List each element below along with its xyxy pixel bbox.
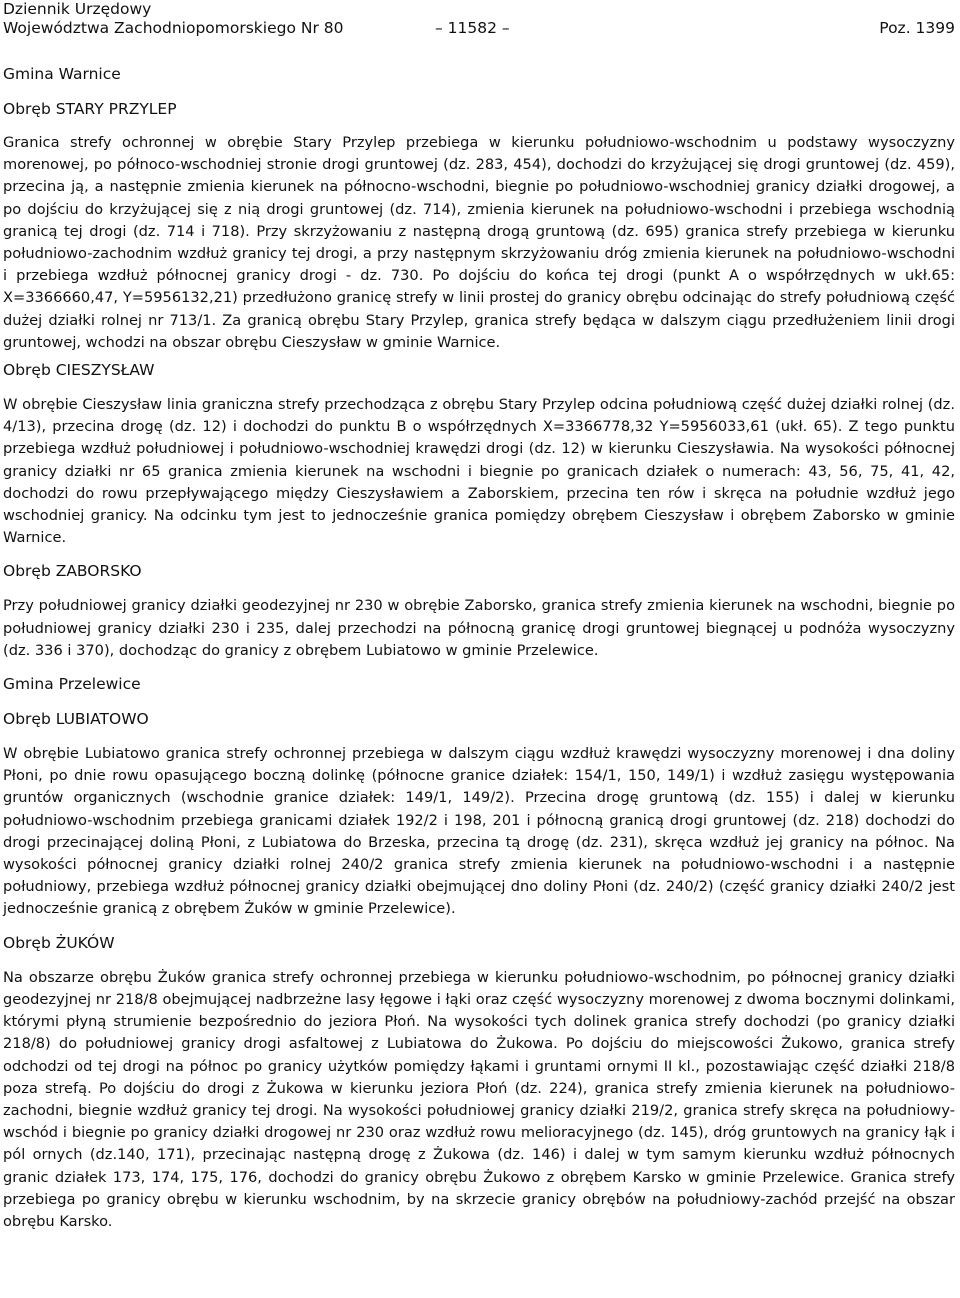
obreb-heading-stary-przylep: Obręb STARY PRZYLEP <box>3 100 177 118</box>
obreb-heading-lubiatowo: Obręb LUBIATOWO <box>3 710 149 729</box>
gmina-heading-warnice: Gmina Warnice <box>3 65 121 83</box>
paragraph-stary-przylep: Granica strefy ochronnej w obrębie Stary Przylep przebiega w kierunku południowo-wschodnim u podstawy wysoczyzny morenowej, po północo-wschodniej stronie drogi gruntowej (dz. 283, 454), dochodzi do krzyżującej się drogi gruntowej (dz. 459), przecina ją, a następnie zmienia kierunek na północno-wschodni, biegnie po południowo-wschodniej granicy działki drogowej, a po dojściu do krzyżującej się z nią drogi gruntowej (dz. 714), zmienia kierunek na południowo-wschodni i przebiega wschodnią granicą tej drogi (dz. 714 i 718). Przy skrzyżowaniu z następną drogą gruntową (dz. 695) granica strefy przebiega w kierunku południowo-zachodnim wzdłuż granicy tej drogi, a przy następnym skrzyżowaniu dróg zmienia kierunek na południowo-wschodni i przebiega wzdłuż północnej granicy drogi - dz. 730. Po dojściu do końca tej drogi (punkt A o współrzędnych w ukł.65: X=3366660,47, Y=5956132,21) przedłużono granicę strefy w linii prostej do granicy obrębu odcinając do strefy południową część dużej działki rolnej nr 713/1. Za granicą obrębu Stary Przylep, granica strefy będąca w dalszym ciągu przedłużeniem linii drogi gruntowej, wchodzi na obszar obrębu Cieszysław w gminie Warnice. <box>3 134 955 351</box>
position-number: Poz. 1399 <box>879 19 955 37</box>
page-header <box>3 0 955 40</box>
paragraph-cieszyslaw: W obrębie Cieszysław linia graniczna strefy przechodząca z obrębu Stary Przylep odcina południową część dużej działki rolnej (dz. 4/13), przecina drogę (dz. 12) i dochodzi do punktu B o współrzędnych X=3366778,32 Y=5956033,61 (ukł. 65). Z tego punktu przebiega wzdłuż południowej i południowo-wschodniej krawędzi drogi (dz. 12) w kierunku Cieszysławia. Na wysokości północnej granicy działki nr 65 granica zmienia kierunek na wschodni i biegnie po granicach działek o numerach: 43, 56, 75, 41, 42, dochodzi do rowu przepływającego między Cieszysławiem a Zaborskiem, przecina ten rów i skręca na południe wzdłuż jego wschodniej granicy. Na odcinku tym jest to jednocześnie granica pomiędzy obrębem Cieszysław i obrębem Zaborsko w gminie Warnice. <box>3 396 955 547</box>
gmina-heading-przelewice: Gmina Przelewice <box>3 675 141 694</box>
voivodeship-issue: Województwa Zachodniopomorskiego Nr 80 <box>3 19 344 37</box>
obreb-heading-zaborsko: Obręb ZABORSKO <box>3 562 142 581</box>
obreb-heading-zukow: Obręb ŻUKÓW <box>3 933 115 952</box>
paragraph-lubiatowo: W obrębie Lubiatowo granica strefy ochronnej przebiega w dalszym ciągu wzdłuż krawędzi wysoczyzny morenowej i dna doliny Płoni, po dnie rowu opasującego boczną dolinkę (północne granice działek: 154/1, 150, 149/1) i wzdłuż zasięgu występowania gruntów organicznych (wschodnie granice działek: 149/1, 149/2). Przecina drogę gruntową (dz. 155) i dalej w kierunku południowo-wschodnim przebiega granicami działek 192/2 i 198, 201 i północną granicą drogi gruntowej (dz. 218) dochodzi do drogi przecinającej doliną Płoni, z Lubiatowa do Brzeska, przecina tą drogę (dz. 231), skręca wzdłuż jej granicy na północ. Na wysokości północnej granicy działki rolnej 240/2 granica strefy zmienia kierunek na południowo-wschodni i a następnie południowy, przebiega wzdłuż północnej granicy działki obejmującej dno doliny Płoni (dz. 240/2) (część granicy działki 240/2 jest jednocześnie granicą z obrębem Żuków w gminie Przelewice). <box>3 745 955 918</box>
journal-title: Dziennik Urzędowy <box>3 0 152 18</box>
page-number: – 11582 – <box>435 19 510 37</box>
paragraph-zukow: Na obszarze obrębu Żuków granica strefy ochronnej przebiega w kierunku południowo-wschodnim, po północnej granicy działki geodezyjnej nr 218/8 obejmującej nadbrzeżne lasy łęgowe i łąki oraz część wysoczyzny morenowej z dwoma bocznymi dolinkami, którymi płyną strumienie bezpośrednio do jeziora Płoń. Na wysokości tych dolinek granica strefy dochodzi (po granicy działki 218/8) do południowej granicy drogi asfaltowej z Lubiatowa do Żukowa. Po dojściu do miejscowości Żukowo, granica strefy odchodzi od tej drogi na północ po granicy użytków pomiędzy łąkami i gruntami ornymi II kl., pozostawiając część działki 218/8 poza strefą. Po dojściu do drogi z Żukowa w kierunku jeziora Płoń (dz. 224), granica strefy zmienia kierunek na południowo-zachodni, biegnie wzdłuż granicy tej drogi. Na wysokości południowej granicy działki 219/2, granica strefy skręca na południowy-wschód i biegnie po granicy działki drogowej nr 230 oraz wzdłuż rowu melioracyjnego (dz. 145), dróg gruntowych na granicy łąk i pól ornych (dz.140, 171), przecinając następną drogę z Żukowa (dz. 146) i dalej w tym samym kierunku wzdłuż północnych granic działek 173, 174, 175, 176, dochodzi do granicy obrębu Żukowo z obrębem Karsko w gminie Przelewice. Granica strefy przebiega po granicy obrębu w kierunku wschodnim, by na skrzecie granicy obrębów na południowy-zachód przejść na obszar obrębu Karsko. <box>3 968 955 1230</box>
paragraph-zaborsko: Przy południowej granicy działki geodezyjnej nr 230 w obrębie Zaborsko, granica strefy zmienia kierunek na wschodni, biegnie po południowej granicy działki 230 i 235, dalej przechodzi na północną granicę drogi gruntowej biegnącej u podnóża wysoczyzny (dz. 336 i 370), dochodząc do granicy z obrębem Lubiatowo w gminie Przelewice. <box>3 597 955 659</box>
document-page <box>3 0 955 1233</box>
obreb-heading-cieszyslaw: Obręb CIESZYSŁAW <box>3 361 155 380</box>
